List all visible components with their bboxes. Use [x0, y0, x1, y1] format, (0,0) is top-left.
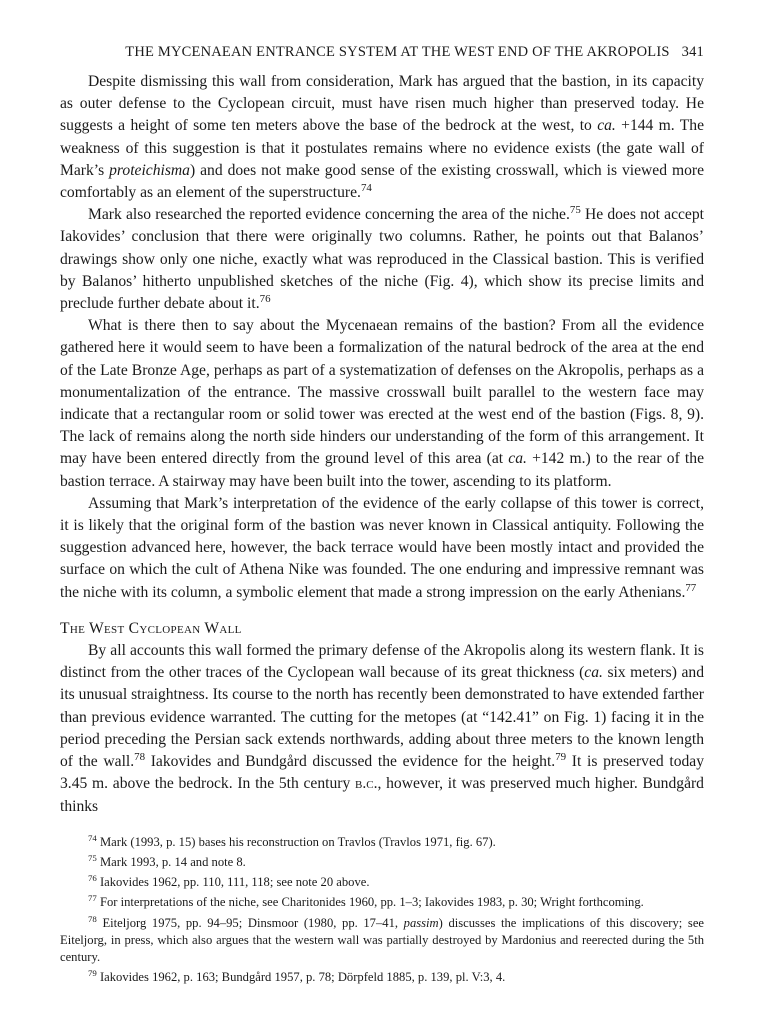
footnote-ref: 79 — [555, 750, 567, 763]
text-run: ) discusses the implications of this discovery; see Eiteljorg, in press, which also argues that the western wall was partially destroyed by Mardonius and reerected during the 5th century. — [60, 915, 705, 964]
footnote — [60, 854, 704, 871]
body-paragraph — [60, 204, 704, 315]
page — [60, 44, 704, 989]
body-paragraph — [60, 315, 704, 493]
text-run: By all accounts this wall formed the primary defense of the Akropolis along its western flank. It is distinct from the other traces of the Cyclopean wall because of its great thickness ( — [60, 642, 704, 682]
italic-text: passim — [403, 915, 439, 930]
text-run: He does not accept Iakovides’ conclusion that there were originally two columns. Rather, he points out that Balanos’ drawings show only one niche, exactly what was reproduced in the Classical bastion. This is verified by Balanos’ hitherto unpublished sketches of the niche (Fig. 4), which show its precise limits and preclude further debate about it. — [60, 206, 704, 313]
body-text — [60, 71, 704, 818]
text-run: , however, it was preserved much higher. Bundgård thinks — [60, 775, 704, 815]
footnote-ref: 79 — [88, 967, 97, 978]
text-run: Iakovides 1962, pp. 110, 111, 118; see note 20 above. — [96, 875, 370, 890]
footnote-ref: 77 — [88, 893, 97, 904]
text-run: six meters) and its unusual straightness. Its course to the north has recently been demonstrated to have extended farther than previous evidence warranted. The cutting for the metopes (at “142.41” on Fig. 1) facing it in the period preceding the Persian sack extends northwards, adding about three meters to the known length of the wall. — [60, 664, 704, 771]
footnote-ref: 76 — [259, 292, 271, 305]
footnote-ref: 76 — [88, 872, 97, 883]
footnote-ref: 75 — [569, 204, 581, 217]
italic-text: ca. — [508, 450, 527, 468]
footnotes — [60, 834, 704, 987]
text-run: +142 m.) to the rear of the bastion terrace. A stairway may have been built into the tower, ascending to its platform. — [60, 450, 704, 490]
footnote — [60, 915, 704, 967]
body-paragraph — [60, 640, 704, 818]
section-heading: The West Cyclopean Wall — [60, 619, 242, 637]
text-run: Iakovides and Bundgård discussed the evidence for the height. — [145, 753, 556, 771]
footnote-ref: 74 — [88, 832, 97, 843]
running-head-title: THE MYCENAEAN ENTRANCE SYSTEM AT THE WEST END OF THE AKROPOLIS — [125, 44, 670, 60]
text-run: Assuming that Mark’s interpretation of the evidence of the early collapse of this tower is correct, it is likely that the original form of the bastion was never known in Classical antiquity. Following the suggestion advanced here, however, the back terrace would have been mostly intact and provided the surface on which the cult of Athena Nike was founded. The one enduring and impressive remnant was the niche with its column, a symbolic element that made a strong impression on the early Athenians. — [60, 494, 704, 601]
body-paragraph — [60, 71, 704, 204]
running-head — [60, 44, 704, 61]
text-run: Mark (1993, p. 15) bases his reconstruction on Travlos (Travlos 1971, fig. 67). — [96, 834, 496, 849]
text-run: +144 m. The weakness of this suggestion is that it postulates remains where no evidence exists (the gate wall of Mark’s — [60, 117, 704, 179]
footnote — [60, 894, 704, 911]
footnote — [60, 834, 704, 851]
footnote — [60, 874, 704, 891]
italic-text: ca. — [584, 664, 603, 682]
text-run: Mark also researched the reported evidence concerning the area of the niche. — [88, 206, 570, 224]
text-run: What is there then to say about the Mycenaean remains of the bastion? From all the evidence gathered here it would seem to have been a formalization of the natural bedrock of the area at the end of the Late Bronze Age, perhaps as part of a systematization of defenses on the Akropolis, perhaps as a monumentalization of the entrance. The massive crosswall built parallel to the western face may indicate that a rectangular room or solid tower was erected at the west end of the bastion (Figs. 8, 9). The lack of remains along the north side hinders our understanding of the form of this arrangement. It may have been entered directly from the ground level of this area (at — [60, 317, 704, 468]
footnote-ref: 74 — [360, 181, 372, 194]
footnote — [60, 969, 704, 986]
body-paragraph — [60, 493, 704, 604]
footnote-ref: 75 — [88, 852, 97, 863]
italic-text: ca. — [597, 117, 616, 135]
text-run: For interpretations of the niche, see Charitonides 1960, pp. 1–3; Iakovides 1983, p. 30; Wright forthcoming. — [96, 895, 644, 910]
page-number: 341 — [681, 44, 704, 60]
text-run: Despite dismissing this wall from consideration, Mark has argued that the bastion, in its capacity as outer defense to the Cyclopean circuit, must have risen much higher than preserved today. He suggests a height of some ten meters above the base of the bedrock at the west, to — [60, 73, 704, 135]
small-caps-text: b.c. — [355, 775, 378, 793]
text-run: Iakovides 1962, p. 163; Bundgård 1957, p. 78; Dörpfeld 1885, p. 139, pl. V:3, 4. — [96, 970, 506, 985]
footnote-ref: 77 — [685, 581, 697, 594]
italic-text: proteichisma — [109, 161, 190, 179]
text-run: Eiteljorg 1975, pp. 94–95; Dinsmoor (1980, pp. 17–41, — [96, 915, 404, 930]
text-run: ) and does not make good sense of the existing crosswall, which is viewed more comfortably as an element of the superstructure. — [60, 161, 704, 202]
text-run: It is preserved today 3.45 m. above the bedrock. In the 5th century — [60, 753, 704, 793]
footnote-ref: 78 — [88, 913, 97, 924]
text-run: Mark 1993, p. 14 and note 8. — [96, 854, 246, 869]
footnote-ref: 78 — [134, 750, 146, 763]
